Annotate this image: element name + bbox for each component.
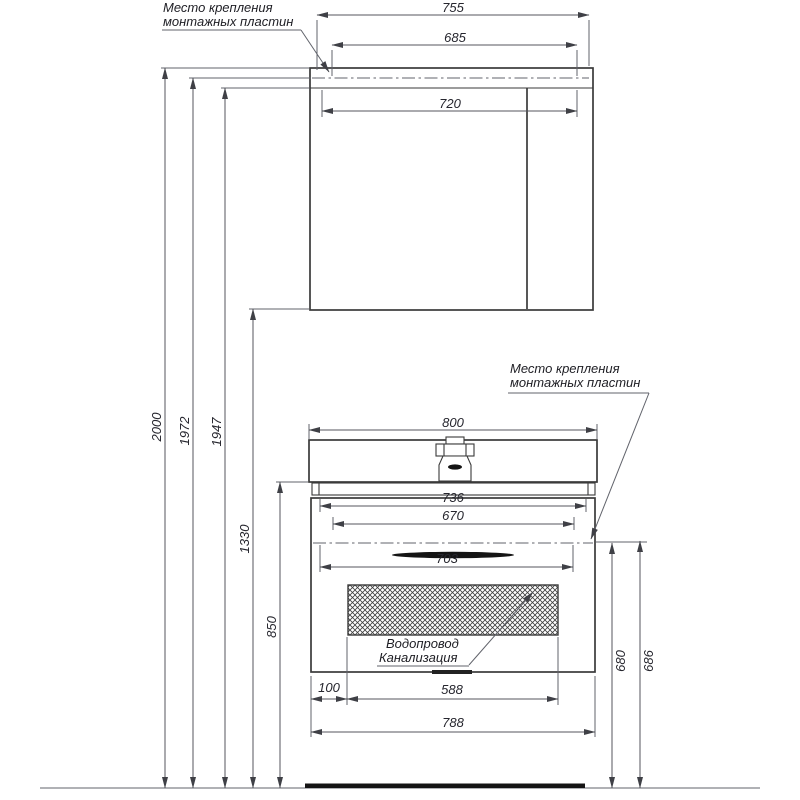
leader-mount-mid xyxy=(591,393,649,539)
dim-label-2000: 2000 xyxy=(149,412,164,442)
dim-label-1972: 1972 xyxy=(177,416,192,446)
note-line: Место крепления xyxy=(163,0,273,15)
dim-label-100: 100 xyxy=(318,680,340,695)
note-line: монтажных пластин xyxy=(163,14,294,29)
note-line: Водопровод xyxy=(386,636,459,651)
faucet xyxy=(436,437,474,481)
note-line: Место крепления xyxy=(510,361,620,376)
dim-label-670: 670 xyxy=(442,508,464,523)
note-line: Канализация xyxy=(379,650,458,665)
dim-label-736: 736 xyxy=(442,490,464,505)
dim-label-1947: 1947 xyxy=(209,417,224,447)
note-mounting-plates-top xyxy=(163,1,293,29)
floor-line xyxy=(40,784,760,789)
dim-label-680: 680 xyxy=(613,650,628,672)
dim-label-1330: 1330 xyxy=(237,524,252,554)
service-zone-hatch xyxy=(348,585,558,635)
dim-label-588: 588 xyxy=(441,682,463,697)
floor-thick-segment xyxy=(305,784,585,789)
dim-label-800: 800 xyxy=(442,415,464,430)
dim-label-720: 720 xyxy=(439,96,461,111)
dim-label-755: 755 xyxy=(442,0,464,15)
dim-label-788: 788 xyxy=(442,715,464,730)
dim-label-850: 850 xyxy=(264,616,279,638)
dim-label-703: 703 xyxy=(436,551,458,566)
note-line: монтажных пластин xyxy=(510,375,641,390)
dim-label-685: 685 xyxy=(444,30,466,45)
lower-handle-mark xyxy=(432,670,472,674)
note-plumbing xyxy=(379,637,459,665)
dim-label-686: 686 xyxy=(641,650,656,672)
note-mounting-plates-mid xyxy=(510,362,640,390)
leader-mount-top xyxy=(301,30,329,72)
faucet-spout-mark xyxy=(448,464,462,469)
